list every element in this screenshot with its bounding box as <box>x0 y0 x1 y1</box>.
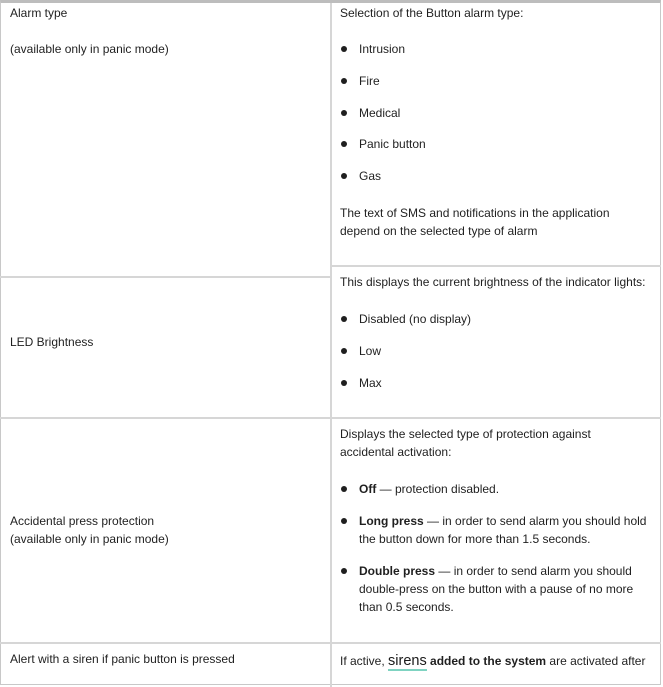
row-alarm-type-desc-cell <box>340 4 610 240</box>
alarm-type-list <box>340 40 610 185</box>
setting-name: LED Brightness <box>10 335 94 349</box>
row-accidental-desc-cell <box>340 425 646 616</box>
list-item: Intrusion <box>340 40 610 58</box>
row-siren-desc-cell <box>340 652 645 670</box>
setting-name: Alert with a siren if panic button is pressed <box>10 652 235 666</box>
bullet-icon <box>341 78 347 84</box>
row-led-desc-cell <box>340 273 645 392</box>
setting-name: Alarm type <box>10 6 68 20</box>
list-item: Panic button <box>340 135 610 153</box>
bullet-icon <box>341 568 347 574</box>
bullet-icon <box>341 486 347 492</box>
blank-line <box>10 22 169 40</box>
list-item: Double press — in order to send alarm you should double-press on the button with a pause of no more than 0.5 seconds. <box>340 562 646 616</box>
list-item: Low <box>340 342 645 360</box>
description-intro: Selection of the Button alarm type: <box>340 6 524 20</box>
list-item: Medical <box>340 104 610 122</box>
description-footer: depend on the selected type of alarm <box>340 224 538 238</box>
column-divider <box>330 3 332 687</box>
list-item: Max <box>340 374 645 392</box>
row-led-label-cell <box>10 333 93 351</box>
setting-name: Accidental press protection <box>10 514 155 528</box>
setting-note: (available only in panic mode) <box>10 42 169 56</box>
bullet-icon <box>341 518 347 524</box>
bullet-icon <box>341 173 347 179</box>
list-item: Disabled (no display) <box>340 310 645 328</box>
list-item: Gas <box>340 167 610 185</box>
row-alarm-type-label-cell <box>10 4 169 58</box>
bullet-icon <box>341 141 347 147</box>
description-intro: accidental activation: <box>340 445 452 459</box>
bullet-icon <box>341 46 347 52</box>
description-text: If active, sirens added to the system are activated after <box>340 653 646 669</box>
list-item: Off — protection disabled. <box>340 480 646 498</box>
row-divider <box>0 417 661 419</box>
row-divider <box>0 642 661 644</box>
bullet-icon <box>341 110 347 116</box>
description-intro: This displays the current brightness of the indicator lights: <box>340 275 646 289</box>
protection-list <box>340 480 646 616</box>
description-footer: The text of SMS and notifications in the application <box>340 206 610 220</box>
row-accidental-label-cell <box>10 512 169 548</box>
setting-note: (available only in panic mode) <box>10 532 169 546</box>
bullet-icon <box>341 316 347 322</box>
description-intro: Displays the selected type of protection against <box>340 427 591 441</box>
bullet-icon <box>341 348 347 354</box>
brightness-list <box>340 310 645 392</box>
row-divider <box>331 265 661 267</box>
list-item: Long press — in order to send alarm you should hold the button down for more than 1.5 seconds. <box>340 512 646 548</box>
sirens-link[interactable]: sirens <box>388 653 427 669</box>
row-divider <box>0 276 331 278</box>
list-item: Fire <box>340 72 610 90</box>
bullet-icon <box>341 380 347 386</box>
row-siren-label-cell <box>10 650 235 668</box>
